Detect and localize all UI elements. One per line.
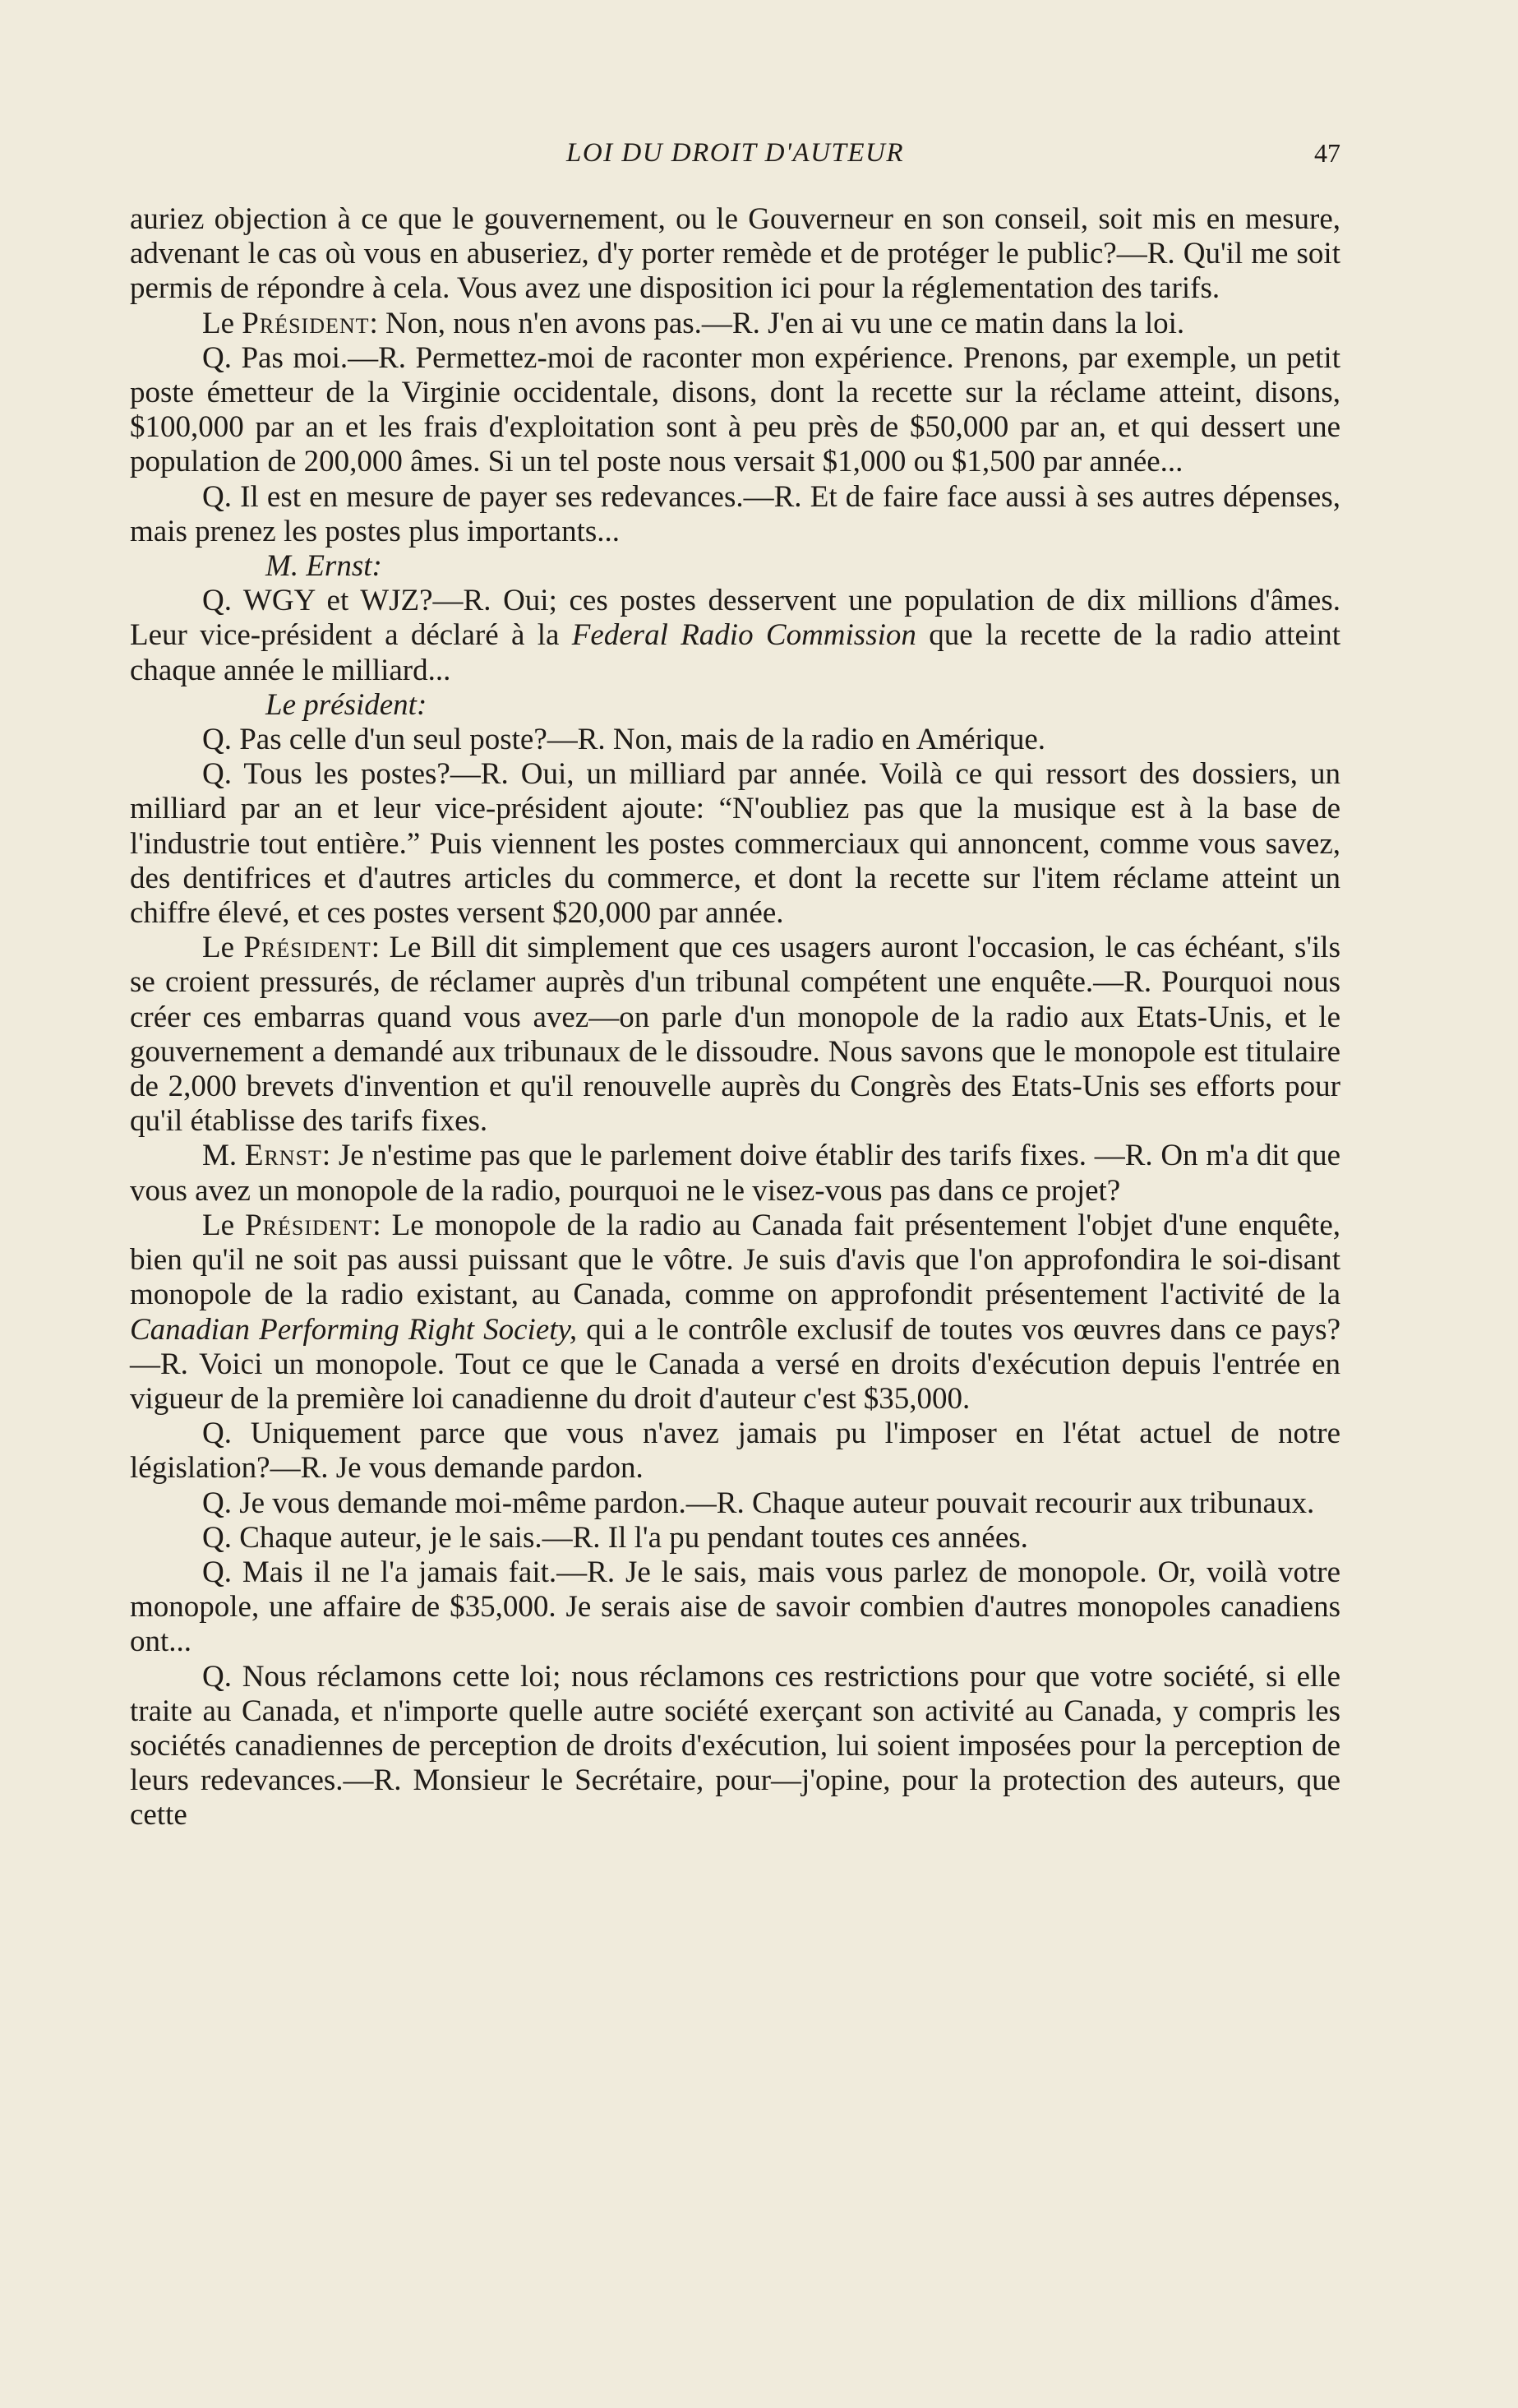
text-run: qui a le contrôle exclusif de toutes vos œuvres dans ce pays? —R. Voici un monopole. Tout ce que le Canada a versé en droits d'exécution depuis l'entrée en vigueur de la première loi canadienne du droit d'auteur c'est $35,000. <box>130 1312 1340 1416</box>
text-run: Q. Tous les postes?—R. Oui, un milliard par année. Voilà ce qui ressort des dossiers, un milliard par an et leur vice-président ajoute: “N'oubliez pas que la musique est à la base de l'industrie tout entière.” Puis viennent les postes commerciaux qui annoncent, comme vous savez, des dentifrices et d'autres articles du commerce, et dont la recette sur l'item réclame atteint un chiffre élevé, et ces postes versent $20,000 par année. <box>130 757 1340 931</box>
text-run: : Le monopole de la radio au Canada fait présentement l'objet d'une enquête, bien qu'il ne soit pas aussi puissant que le vôtre. Je suis d'avis que l'on approfondira le soi-disant monopole de la radio existant, au Canada, comme on approfondit présentement l'activité de la <box>130 1208 1341 1312</box>
text-run: Q. Chaque auteur, je le sais.—R. Il l'a pu pendant toutes ces années. <box>202 1520 1028 1555</box>
text-run: Q. Pas moi.—R. Permettez-moi de raconter mon expérience. Prenons, par exemple, un petit poste émetteur de la Virginie occidentale, disons, dont la recette sur la réclame atteint, disons, $100,000 par an et les frais d'exploitation sont à peu près de $50,000 par an, et qui dessert une population de 200,000 âmes. Si un tel poste nous versait $1,000 ou $1,500 par année... <box>130 340 1340 479</box>
paragraph <box>130 723 1340 757</box>
paragraph <box>130 584 1340 688</box>
paragraph <box>130 1417 1340 1486</box>
paragraph <box>130 1660 1340 1833</box>
page-number: 47 <box>1314 138 1340 168</box>
paragraph <box>130 341 1340 480</box>
speaker-name: Ernst <box>244 1139 322 1173</box>
paragraph <box>130 1486 1340 1521</box>
body-text <box>130 202 1340 1833</box>
paragraph <box>130 1555 1340 1660</box>
text-run: Le <box>202 306 242 340</box>
text-run: que la recette de la radio atteint chaque année le milliard... <box>130 618 1340 687</box>
paragraph <box>130 307 1340 341</box>
text-run: Q. Il est en mesure de payer ses redevances.—R. Et de faire face aussi à ses autres dépenses, mais prenez les postes plus importants... <box>130 479 1340 548</box>
text-run: : Le Bill dit simplement que ces usagers auront l'occasion, le cas échéant, s'ils se croient pressurés, de réclamer auprès d'un tribunal compétent une enquête.—R. Pourquoi nous créer ces embarras quand vous avez—on parle d'un monopole de la radio aux Etats-Unis, et le gouvernement a demandé aux tribunaux de le dissoudre. Nous savons que le monopole est titulaire de 2,000 brevets d'invention et qu'il renouvelle auprès du Congrès des Etats-Unis ses efforts pour qu'il établisse des tarifs fixes. <box>130 931 1340 1139</box>
text-run: Q. Pas celle d'un seul poste?—R. Non, mais de la radio en Amérique. <box>202 723 1045 757</box>
text-run: Q. WGY et WJZ?—R. Oui; ces postes desservent une population de dix millions d'âmes. Leur vice-président a déclaré à la <box>130 584 1340 653</box>
paragraph <box>130 480 1340 549</box>
text-run: Q. Mais il ne l'a jamais fait.—R. Je le sais, mais vous parlez de monopole. Or, voilà votre monopole, une affaire de $35,000. Je serais aise de savoir combien d'autres monopoles canadiens ont... <box>130 1555 1340 1659</box>
paragraph <box>130 1209 1340 1417</box>
text-run: Le <box>202 1208 246 1242</box>
speaker-heading: M. Ernst: <box>265 549 382 584</box>
text-run: : Je n'estime pas que le parlement doive établir des tarifs fixes. —R. On m'a dit que vous avez un monopole de la radio, pourquoi ne le visez-vous pas dans ce projet? <box>130 1139 1341 1208</box>
speaker-heading: Le président: <box>265 687 427 722</box>
speaker-name: Président <box>243 931 371 965</box>
paragraph <box>130 1521 1340 1555</box>
italic-term: Canadian Performing Right Society, <box>130 1312 578 1347</box>
paragraph <box>130 757 1340 931</box>
running-head <box>130 138 1340 181</box>
text-run: Q. Nous réclamons cette loi; nous réclamons ces restrictions pour que votre société, si elle traite au Canada, et n'importe quelle autre société exerçant son activité au Canada, y compris les sociétés canadiennes de perception de droits d'exécution, lui soient imposées pour la perception de leurs redevances.—R. Monsieur le Secrétaire, pour—j'opine, pour la protection des auteurs, que cette <box>130 1659 1340 1833</box>
running-title: LOI DU DROIT D'AUTEUR <box>565 138 905 168</box>
speaker-name: Président <box>245 1208 373 1242</box>
text-run: M. <box>202 1139 245 1173</box>
text-run: Q. Uniquement parce que vous n'avez jamais pu l'imposer en l'état actuel de notre législation?—R. Je vous demande pardon. <box>130 1417 1340 1486</box>
text-run: auriez objection à ce que le gouvernement, ou le Gouverneur en son conseil, soit mis en mesure, advenant le cas où vous en abuseriez, d'y porter remède et de protéger le public?—R. Qu'il me soit permis de répondre à cela. Vous avez une disposition ici pour la réglementation des tarifs. <box>130 202 1340 306</box>
italic-term: Federal Radio Commission <box>571 618 916 653</box>
paragraph <box>130 202 1340 307</box>
speaker-name: Président <box>242 306 370 340</box>
paragraph <box>130 931 1340 1139</box>
text-run: Le <box>202 931 244 965</box>
paragraph <box>130 1139 1340 1208</box>
text-run: : Non, nous n'en avons pas.—R. J'en ai vu une ce matin dans la loi. <box>369 306 1185 340</box>
text-run: Q. Je vous demande moi-même pardon.—R. Chaque auteur pouvait recourir aux tribunaux. <box>202 1486 1315 1520</box>
